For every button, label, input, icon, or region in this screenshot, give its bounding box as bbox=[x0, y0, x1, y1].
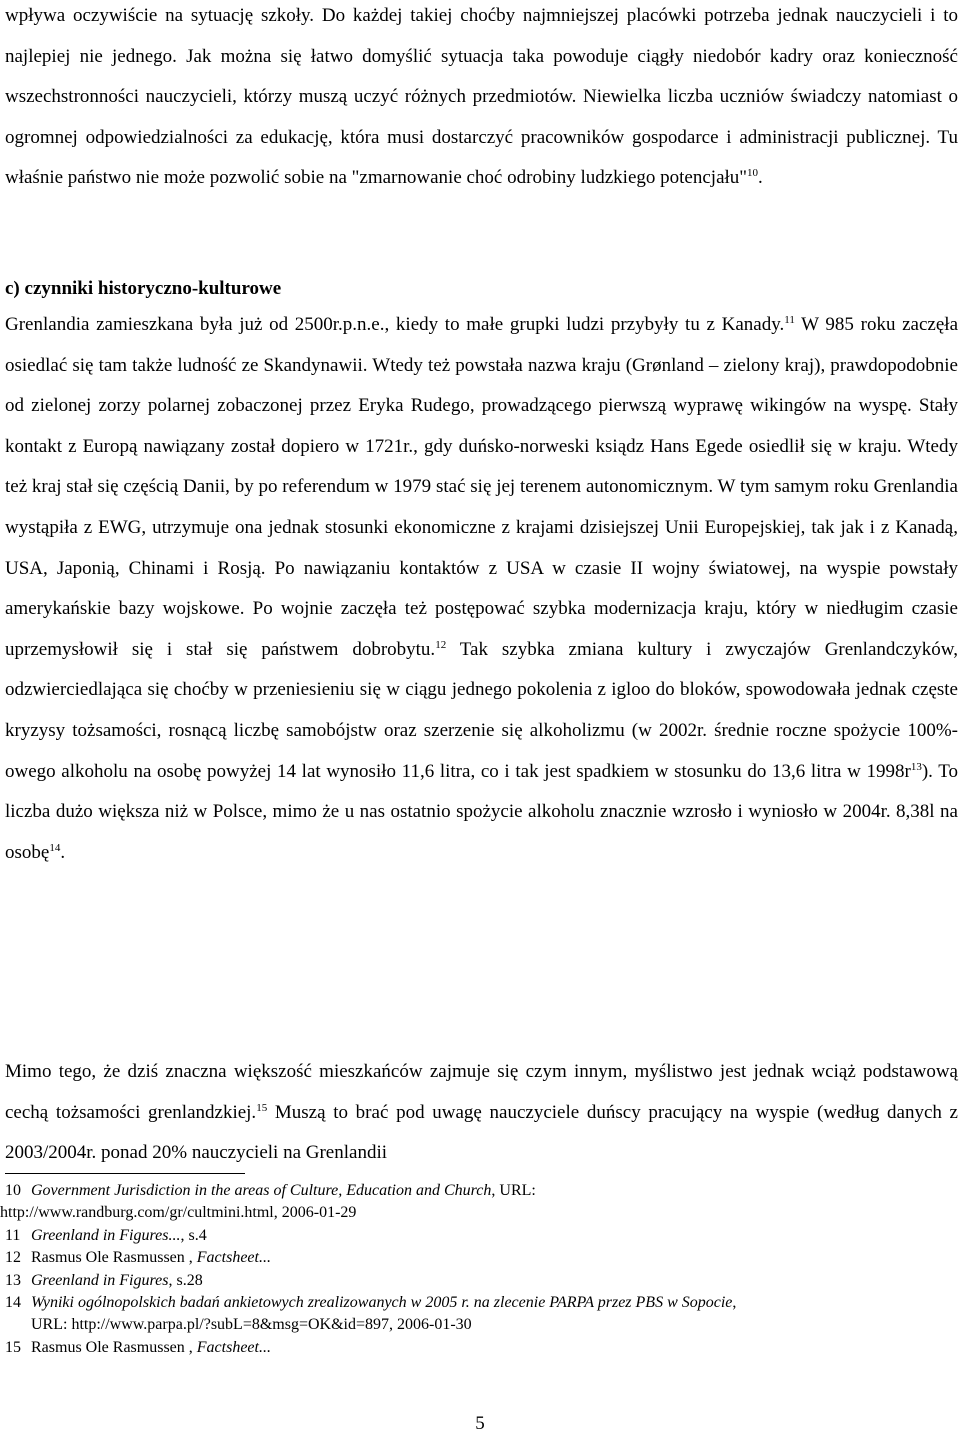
footnote-ref: 14 bbox=[49, 841, 61, 854]
paragraph-text: ). To liczba dużo większa niż w Polsce, mimo że u nas ostatnio spożycie alkoholu znacznie wzrosło i wyniosło w 2004r. 8,38l na osobę bbox=[5, 760, 958, 863]
footnote-title: Wyniki ogólnopolskich badań ankietowych zrealizowanych w 2005 r. na zlecenie PARPA przez PBS w Sopocie bbox=[31, 1294, 733, 1312]
footnote-text bbox=[31, 1247, 958, 1269]
footnote-item bbox=[5, 1225, 958, 1247]
footnote-title: Factsheet... bbox=[196, 1249, 271, 1267]
page-number: 5 bbox=[475, 1413, 485, 1434]
footnote-number: 12 bbox=[5, 1249, 21, 1267]
footnote-text bbox=[31, 1337, 958, 1359]
footnote-number: 14 bbox=[5, 1294, 21, 1312]
footnote-number: 11 bbox=[5, 1226, 21, 1244]
footnote-ref: 12 bbox=[435, 638, 447, 651]
footnote-title: Greenland in Figures bbox=[31, 1271, 169, 1289]
footnote-text bbox=[31, 1225, 958, 1247]
footnote-author: Rasmus Ole Rasmussen , bbox=[31, 1249, 197, 1267]
paragraph-text: Grenlandia zamieszkana była już od 2500r.p.n.e., kiedy to małe grupki ludzi przybyły tu z Kanady. bbox=[5, 314, 785, 335]
paragraph-school-situation bbox=[5, 0, 958, 199]
paragraph-text: W 985 roku zaczęła osiedlać się tam także ludność ze Skandynawii. Wtedy też powstała nazwa kraju (Grønland – zielony kraj), prawdopodobnie od zielonej zorzy polarnej zobaczonej przez Eryka Rudego, prowadzącego pierwszą wyprawę wikingów na wyspę. Stały kontakt z Europą nawiązany został dopiero w 1721r., gdy duńsko-norweski ksiądz Hans Egede osiedlił się w kraju. Wtedy też kraj stał się częścią Danii, by po referendum w 1979 stać się jej terenem autonomicznym. W tym samym roku Grenlandia wystąpiła z EWG, utrzymuje ona jednak stosunki ekonomiczne z krajami dzisiejszej Unii Europejskiej, tak jak i z Kanadą, USA, Japonią, Chinami i Rosją. Po nawiązaniu kontaktów z USA w czasie II wojny światowej, na wyspie powstały amerykańskie bazy wojskowe. Po wojnie zaczęła też postępować szybka modernizacja kraju, który w niedługim czasie uprzemysłowił się i stał się państwem dobrobytu. bbox=[5, 314, 958, 660]
footnote-continuation[interactable]: http://www.randburg.com/gr/cultmini.html, 2006-01-29 bbox=[0, 1204, 357, 1222]
paragraph-text: wpływa oczywiście na sytuację szkoły. Do każdej takiej choćby najmniejszej placówki potrzeba jednak nauczycieli i to najlepiej nie jednego. Jak można się łatwo domyślić sytuacja taka powoduje ciągły niedobór kadry oraz konieczność wszechstronności nauczycieli, którzy muszą uczyć różnych przedmiotów. Niewielka liczba uczniów świadczy natomiast o ogromnej odpowiedzialności za edukację, która musi dostarczyć pracowników gospodarce i administracji publicznej. Tu właśnie państwo nie może pozwolić sobie na "zmarnowanie choć odrobiny ludzkiego potencjału" bbox=[5, 5, 958, 189]
footnote-title: Greenland in Figures... bbox=[31, 1226, 181, 1244]
footnote-ref: 13 bbox=[910, 760, 922, 773]
footnote-item bbox=[5, 1247, 958, 1269]
footnote-rest: , s.4 bbox=[180, 1226, 207, 1244]
paragraph-end: . bbox=[758, 167, 763, 189]
footnote-item bbox=[5, 1180, 958, 1202]
paragraph-text: Tak szybka zmiana kultury i zwyczajów Grenlandczyków, odzwierciedlająca się choćby w przeniesieniu się w ciągu jednego pokolenia z igloo do bloków, spowodowała jednak częste kryzysy tożsamości, rosnącą liczbę samobójstw oraz szerzenie się alkoholizmu (w 2002r. średnie roczne spożycie 100%-owego alkoholu na osobę powyżej 14 lat wynosiło 11,6 litra, co i tak jest spadkiem w stosunku do 13,6 litra w 1998r bbox=[5, 638, 958, 782]
paragraph-text: Mimo tego, że dziś znaczna większość mieszkańców zajmuje się czym innym, myślistwo jest jednak wciąż podstawową cechą tożsamości grenlandzkiej. bbox=[5, 1061, 958, 1123]
footnote-item bbox=[5, 1270, 958, 1292]
paragraph-text: . bbox=[60, 841, 66, 863]
footnote-text bbox=[31, 1270, 958, 1292]
footnote-title: Factsheet... bbox=[196, 1338, 271, 1356]
footnote-number: 15 bbox=[5, 1338, 21, 1356]
footnote-rest: , URL: bbox=[491, 1182, 536, 1199]
footnote-number: 13 bbox=[5, 1271, 21, 1289]
footnote-item bbox=[5, 1337, 958, 1359]
footnote-ref: 10 bbox=[747, 167, 759, 180]
footnote-rest: , bbox=[732, 1294, 737, 1312]
section-heading: c) czynniki historyczno-kulturowe bbox=[5, 278, 282, 299]
paragraph-hunting bbox=[5, 1052, 958, 1174]
footnote-rest: , s.28 bbox=[168, 1271, 203, 1289]
footnote-number: 10 bbox=[5, 1182, 21, 1199]
paragraph-text: Muszą to brać pod uwagę nauczyciele duńscy pracujący na wyspie (według danych z 2003/2004r. ponad 20% nauczycieli na Grenlandii bbox=[5, 1101, 958, 1164]
footnote-text bbox=[31, 1292, 958, 1314]
footnote-ref: 15 bbox=[256, 1101, 268, 1114]
footnote-separator bbox=[5, 1173, 245, 1174]
footnote-author: Rasmus Ole Rasmussen , bbox=[31, 1338, 197, 1356]
footnote-continuation[interactable]: URL: http://www.parpa.pl/?subL=8&msg=OK&id=897, 2006-01-30 bbox=[31, 1316, 472, 1334]
footnote-item bbox=[5, 1292, 958, 1314]
footnotes bbox=[0, 1180, 958, 1359]
footnote-title: Government Jurisdiction in the areas of Culture, Education and Church bbox=[31, 1182, 492, 1199]
paragraph-history bbox=[5, 305, 958, 873]
footnote-text bbox=[31, 1180, 958, 1202]
footnote-ref: 11 bbox=[784, 314, 795, 326]
